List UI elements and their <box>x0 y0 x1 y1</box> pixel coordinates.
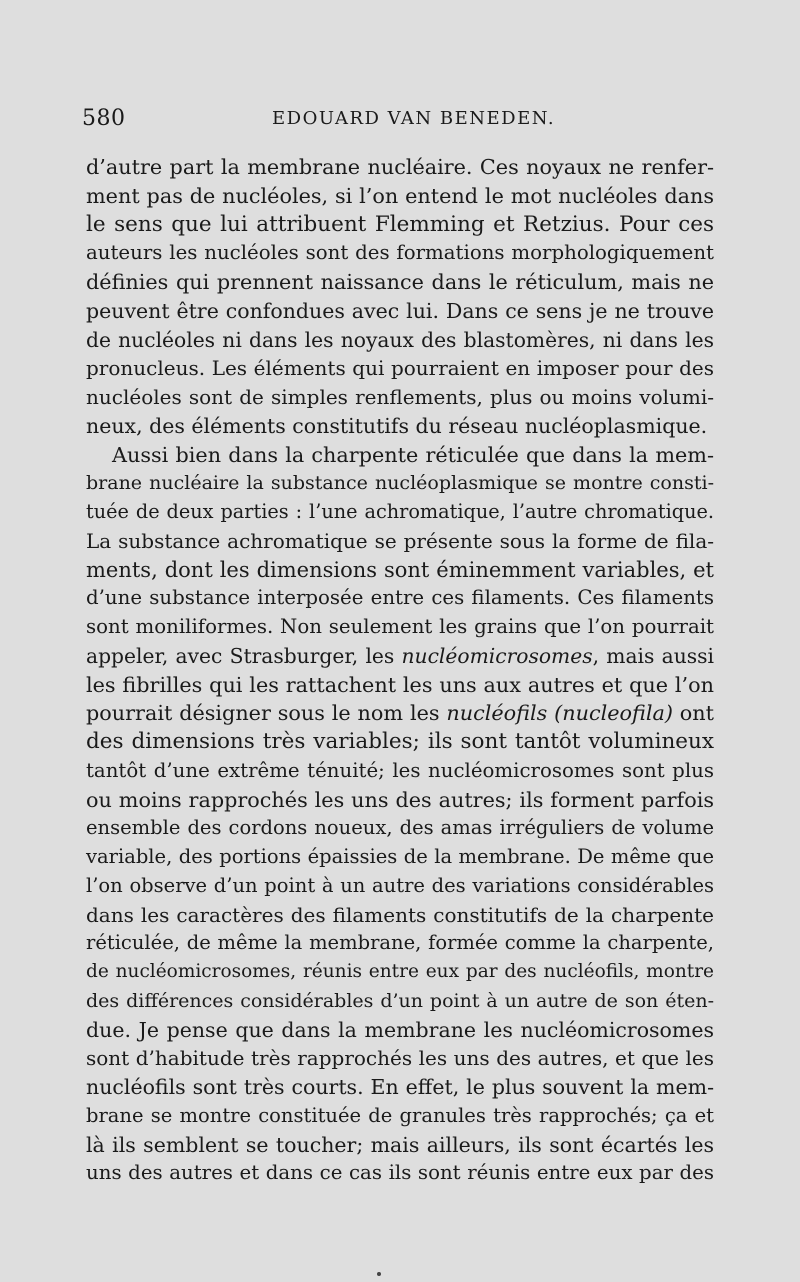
page-header <box>82 106 716 136</box>
text-line: due. Je pense que dans la membrane les nucléomicrosomes <box>86 1017 714 1042</box>
paragraph-1 <box>86 153 714 441</box>
text-line: pronucleus. Les éléments qui pourraient en imposer pour des <box>86 356 714 381</box>
running-head: EDOUARD VAN BENEDEN. <box>272 108 556 129</box>
text-line: ments, dont les dimensions sont éminemment variables, et <box>86 557 714 582</box>
text-line: neux, des éléments constitutifs du réseau nucléoplasmique. <box>86 413 708 438</box>
text-segment: pourrait désigner sous le nom les <box>86 701 447 726</box>
text-line: Aussi bien dans la charpente réticulée que dans la mem- <box>112 442 714 467</box>
text-segment: , mais aussi <box>592 643 714 668</box>
text-line: réticulée, de même la membrane, formée comme la charpente, <box>86 931 714 955</box>
text-line: d’une substance interposée entre ces filaments. Ces filaments <box>86 586 714 610</box>
text-line: de nucléoles ni dans les noyaux des blastomères, ni dans les <box>86 327 714 352</box>
italic-term: nucléofils (nucleofila) <box>446 701 673 726</box>
text-segment: ont <box>672 701 714 726</box>
text-line <box>86 642 714 671</box>
text-line: brane nucléaire la substance nucléoplasmique se montre consti- <box>86 472 714 495</box>
text-line <box>86 699 714 728</box>
text-line: de nucléomicrosomes, réunis entre eux par des nucléofils, montre <box>86 961 714 982</box>
text-line: brane se montre constituée de granules très rapprochés; ça et <box>86 1103 714 1127</box>
italic-term: nucléomicrosomes <box>401 643 593 668</box>
text-line: dans les caractères des filaments constitutifs de la charpente <box>86 902 714 927</box>
text-line: nucléofils sont très courts. En effet, le plus souvent la mem- <box>86 1075 714 1099</box>
body-text <box>86 153 714 1188</box>
text-line: ou moins rapprochés les uns des autres; ils forment parfois <box>86 787 714 812</box>
text-line: d’autre part la membrane nucléaire. Ces noyaux ne renfer- <box>86 155 714 179</box>
text-line: nucléoles sont de simples renflements, plus ou moins volumi- <box>86 385 714 409</box>
text-line: sont moniliformes. Non seulement les grains que l’on pourrait <box>86 615 714 638</box>
text-line: les fibrilles qui les rattachent les uns aux autres et que l’on <box>86 672 714 697</box>
text-line: ment pas de nucléoles, si l’on entend le mot nucléoles dans <box>86 183 714 208</box>
text-line: La substance achromatique se présente sous la forme de fila- <box>86 528 714 553</box>
text-line: tantôt d’une extrême ténuité; les nucléomicrosomes sont plus <box>86 758 714 782</box>
paragraph-2 <box>86 441 714 1189</box>
text-line: l’on observe d’un point à un autre des variations considérables <box>86 873 714 897</box>
text-line: des différences considérables d’un point à un autre de son éten- <box>86 989 714 1012</box>
text-line: peuvent être confondues avec lui. Dans ce sens je ne trouve <box>86 298 714 323</box>
text-line: le sens que lui attribuent Flemming et Retzius. Pour ces <box>86 211 714 237</box>
text-line: tuée de deux parties : l’une achromatique, l’autre chromatique. <box>86 500 714 523</box>
text-line: auteurs les nucléoles sont des formations morphologiquement <box>86 241 714 265</box>
text-line: des dimensions très variables; ils sont tantôt volumineux <box>86 729 714 754</box>
page-number: 580 <box>82 106 126 131</box>
text-segment: appeler, avec Strasburger, les <box>86 643 402 668</box>
text-line: sont d’habitude très rapprochés les uns des autres, et que les <box>86 1046 714 1071</box>
text-line: ensemble des cordons noueux, des amas irréguliers de volume <box>86 816 714 840</box>
text-line: variable, des portions épaissies de la membrane. De même que <box>86 845 714 868</box>
text-line: uns des autres et dans ce cas ils sont réunis entre eux par des <box>86 1161 714 1185</box>
print-speck <box>377 1272 381 1276</box>
text-line: définies qui prennent naissance dans le réticulum, mais ne <box>86 270 714 294</box>
text-line: là ils semblent se toucher; mais ailleurs, ils sont écartés les <box>86 1132 714 1157</box>
